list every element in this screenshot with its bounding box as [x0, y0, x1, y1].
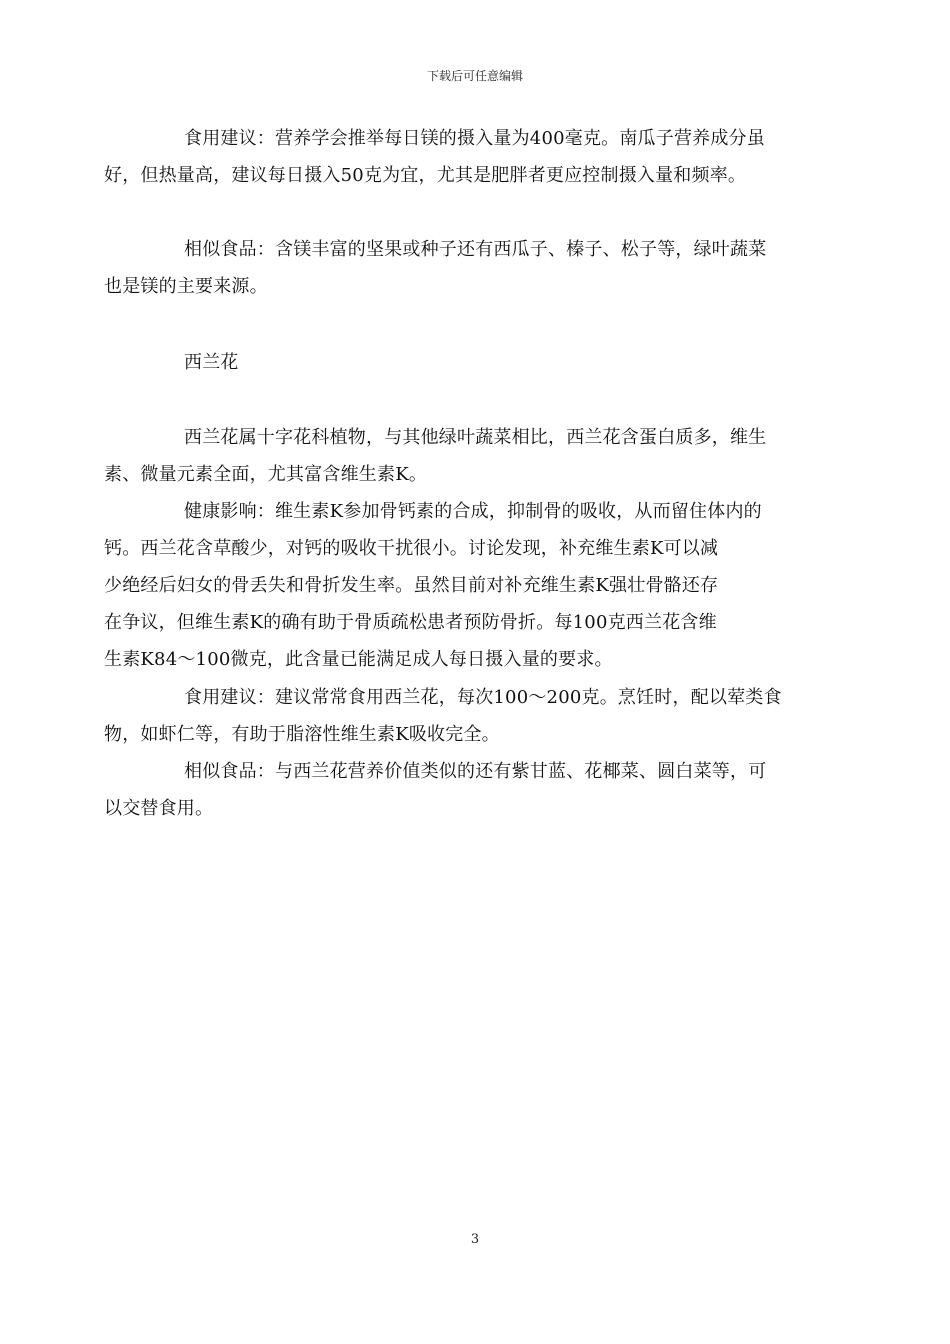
paragraph-line: 生素K84～100微克，此含量已能满足成人每日摄入量的要求。 [104, 649, 613, 670]
paragraph-line: 健康影响：维生素K参加骨钙素的合成，抑制骨的吸收，从而留住体内的 [184, 501, 762, 522]
paragraph-line: 也是镁的主要来源。 [104, 276, 268, 297]
paragraph-line: 食用建议：建议常常食用西兰花，每次100～200克。烹饪时，配以荤类食 [184, 687, 782, 708]
paragraph-line: 钙。西兰花含草酸少，对钙的吸收干扰很小。讨论发现，补充维生素K可以减 [104, 538, 719, 559]
paragraph-line: 食用建议：营养学会推举每日镁的摄入量为400毫克。南瓜子营养成分虽 [184, 128, 765, 149]
paragraph-similar-foods-broccoli [104, 753, 814, 827]
paragraph-eating-advice-broccoli [104, 679, 814, 753]
paragraph-line: 西兰花属十字花科植物，与其他绿叶蔬菜相比，西兰花含蛋白质多，维生 [184, 427, 767, 448]
page-header: 下载后可任意编辑 [426, 69, 523, 83]
paragraph-line: 少绝经后妇女的骨丢失和骨折发生率。虽然目前对补充维生素K强壮骨骼还存 [104, 575, 719, 596]
page-number: 3 [470, 1232, 480, 1247]
paragraph-line: 相似食品：与西兰花营养价值类似的还有紫甘蓝、花椰菜、圆白菜等，可 [184, 761, 767, 782]
section-heading-text: 西兰花 [184, 352, 239, 373]
paragraph-line: 素、微量元素全面，尤其富含维生素K。 [104, 464, 428, 485]
paragraph-line: 好，但热量高，建议每日摄入50克为宜，尤其是肥胖者更应控制摄入量和频率。 [104, 165, 747, 186]
paragraph-line: 物，如虾仁等，有助于脂溶性维生素K吸收完全。 [104, 724, 500, 745]
section-heading-broccoli [144, 344, 814, 381]
paragraph-broccoli-intro [104, 419, 814, 493]
paragraph-line: 以交替食用。 [104, 798, 214, 819]
paragraph-similar-foods-magnesium [104, 231, 814, 305]
paragraph-eating-advice-pumpkin-seeds [104, 120, 814, 194]
paragraph-line: 在争议，但维生素K的确有助于骨质疏松患者预防骨折。每100克西兰花含维 [104, 612, 717, 633]
paragraph-line: 相似食品：含镁丰富的坚果或种子还有西瓜子、榛子、松子等，绿叶蔬菜 [184, 239, 767, 260]
paragraph-health-effects [104, 493, 814, 678]
